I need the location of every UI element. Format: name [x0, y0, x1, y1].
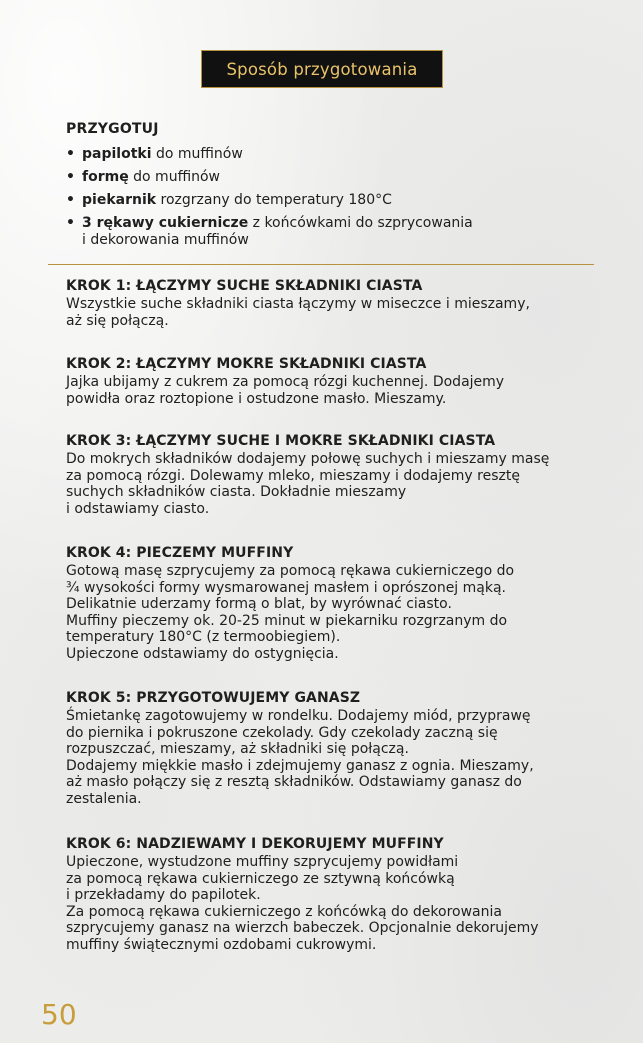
section-header-title: Sposób przygotowania [226, 59, 418, 79]
step-title: KROK 4: PIECZEMY MUFFINY [66, 545, 294, 561]
step-2 [66, 356, 606, 407]
list-item-bold: piekarnik [82, 192, 157, 208]
list-item-text: do muffinów [151, 146, 243, 162]
step-text: Śmietankę zagotowujemy w rondelku. Dodajemy miód, przyprawę do piernika i pokruszone czekolady. Gdy czekolady zaczną się rozpuszczać, mieszamy, aż składniki się połączą. Dodajemy miękkie masło i zdejmujemy ganasz z ognia. Mieszamy, aż masło połączy się z resztą składników. Odstawiamy ganasz do zestalenia. [66, 708, 534, 807]
step-text: Do mokrych składników dodajemy połowę suchych i mieszamy masę za pomocą rózgi. Dolewamy mleko, mieszamy i dodajemy resztę suchych składników ciasta. Dokładnie mieszamy i odstawiamy ciasto. [66, 451, 550, 517]
step-text: Gotową masę szprycujemy za pomocą rękawa cukierniczego do ¾ wysokości formy wysmarowanej masłem i oprószonej mąką. Delikatnie uderzamy formą o blat, by wyrównać ciasto. Muffiny pieczemy ok. 20-25 minut w piekarniku rozgrzanym do temperatury 180°C (z termoobiegiem). Upieczone odstawiamy do ostygnięcia. [66, 563, 515, 662]
list-item [66, 215, 473, 249]
list-item [66, 146, 473, 163]
step-title: KROK 1: ŁĄCZYMY SUCHE SKŁADNIKI CIASTA [66, 278, 423, 294]
page-number: 50 [41, 998, 77, 1031]
step-text: Wszystkie suche składniki ciasta łączymy w miseczce i mieszamy, aż się połączą. [66, 296, 530, 329]
section-divider [48, 264, 594, 265]
list-item-text: rozgrzany do temperatury 180°C [156, 192, 392, 208]
section-header [201, 50, 443, 88]
step-title: KROK 2: ŁĄCZYMY MOKRE SKŁADNIKI CIASTA [66, 356, 427, 372]
list-item-text: z końcówkami do szprycowania i dekorowania muffinów [82, 215, 473, 248]
step-6 [66, 836, 606, 954]
list-item-bold: papilotki [82, 146, 152, 162]
step-text: Jajka ubijamy z cukrem za pomocą rózgi kuchennej. Dodajemy powidła oraz roztopione i ostudzone masło. Mieszamy. [66, 374, 505, 407]
step-text: Upieczone, wystudzone muffiny szprycujemy powidłami za pomocą rękawa cukierniczego ze sztywną końcówką i przekładamy do papilotek. Za pomocą rękawa cukierniczego z końcówką do dekorowania szprycujemy ganasz na wierzch babeczek. Opcjonalnie dekorujemy muffiny świątecznymi ozdobami cukrowymi. [66, 854, 539, 953]
step-3 [66, 433, 606, 517]
step-1 [66, 278, 606, 329]
step-title: KROK 6: NADZIEWAMY I DEKORUJEMY MUFFINY [66, 836, 444, 852]
step-title: KROK 3: ŁĄCZYMY SUCHE I MOKRE SKŁADNIKI CIASTA [66, 433, 496, 449]
list-item-text: do muffinów [128, 169, 220, 185]
list-item [66, 192, 473, 209]
list-item-bold: 3 rękawy cukiernicze [82, 215, 249, 231]
list-item [66, 169, 473, 186]
step-4 [66, 545, 606, 663]
step-5 [66, 690, 606, 808]
prepare-list [66, 146, 473, 255]
prepare-title: PRZYGOTUJ [66, 121, 159, 137]
list-item-bold: formę [82, 169, 129, 185]
step-title: KROK 5: PRZYGOTOWUJEMY GANASZ [66, 690, 361, 706]
